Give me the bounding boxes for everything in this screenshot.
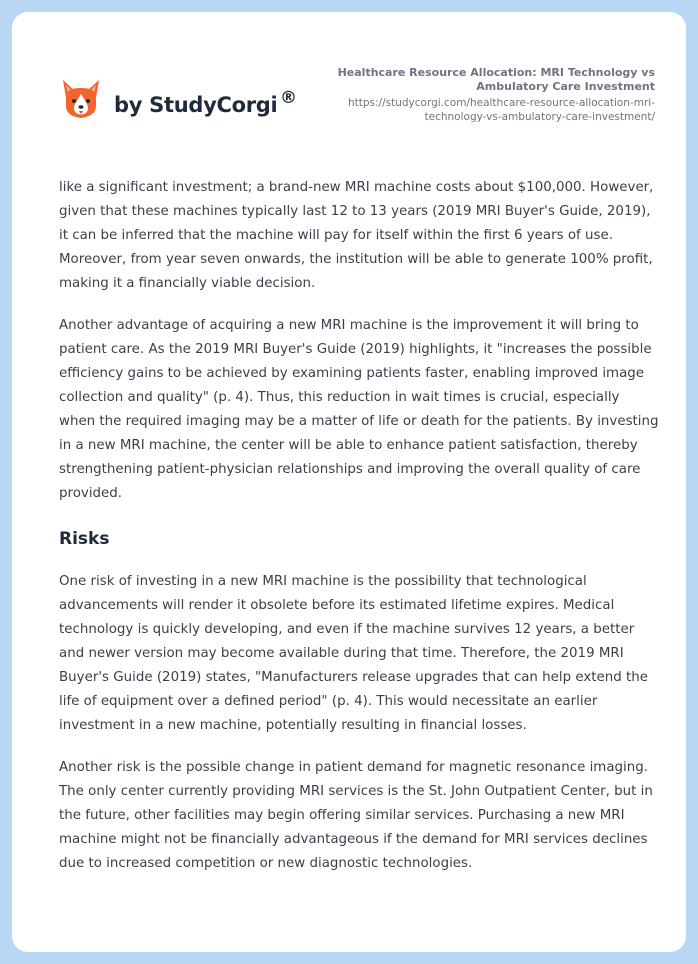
document-page bbox=[12, 12, 686, 952]
body-paragraph: Another advantage of acquiring a new MRI machine is the improvement it will bring to patient care. As the 2019 MRI Buyer's Guide (2019) highlights, it "increases the possible efficiency gains to be achieved by examining patients faster, enabling improved image collection and quality" (p. 4). Thus, this reduction in wait times is crucial, especially when the required imaging may be a matter of life or death for the patients. By investing in a new MRI machine, the center will be able to enhance patient satisfaction, thereby strengthening patient-physician relationships and improving the overall quality of care provided. bbox=[59, 318, 659, 501]
document-title: Healthcare Resource Allocation: MRI Technology vs Ambulatory Care Investment bbox=[337, 66, 655, 93]
document-body bbox=[59, 176, 659, 894]
brand-name: by StudyCorgi bbox=[114, 93, 278, 117]
body-paragraph: One risk of investing in a new MRI machine is the possibility that technological advancements will render it obsolete before its estimated lifetime expires. Medical technology is quickly developing, and even if the machine survives 12 years, a better and newer version may become available during that time. Therefore, the 2019 MRI Buyer's Guide (2019) states, "Manufacturers release upgrades that can help extend the life of equipment over a defined period" (p. 4). This would necessitate an earlier investment in a new machine, potentially resulting in financial losses. bbox=[59, 574, 648, 733]
studycorgi-logo[interactable] bbox=[60, 76, 320, 136]
document-header bbox=[12, 12, 686, 162]
body-paragraph: Another risk is the possible change in patient demand for magnetic resonance imaging. The only center currently providing MRI services is the St. John Outpatient Center, but in the future, other facilities may begin offering similar services. Purchasing a new MRI machine might not be financially advantageous if the demand for MRI services declines due to increased competition or new diagnostic technologies. bbox=[59, 760, 653, 871]
corgi-head-icon bbox=[60, 76, 102, 122]
body-paragraph: like a significant investment; a brand-new MRI machine costs about $100,000. However, given that these machines typically last 12 to 13 years (2019 MRI Buyer's Guide, 2019), it can be inferred that the machine will pay for itself within the first 6 years of use. Moreover, from year seven onwards, the institution will be able to generate 100% profit, making it a financially viable decision. bbox=[59, 180, 654, 291]
registered-mark: ® bbox=[280, 88, 297, 108]
section-heading-risks: Risks bbox=[59, 529, 110, 549]
document-url[interactable]: https://studycorgi.com/healthcare-resource-allocation-mri-technology-vs-ambulatory-care-investment/ bbox=[347, 97, 655, 123]
